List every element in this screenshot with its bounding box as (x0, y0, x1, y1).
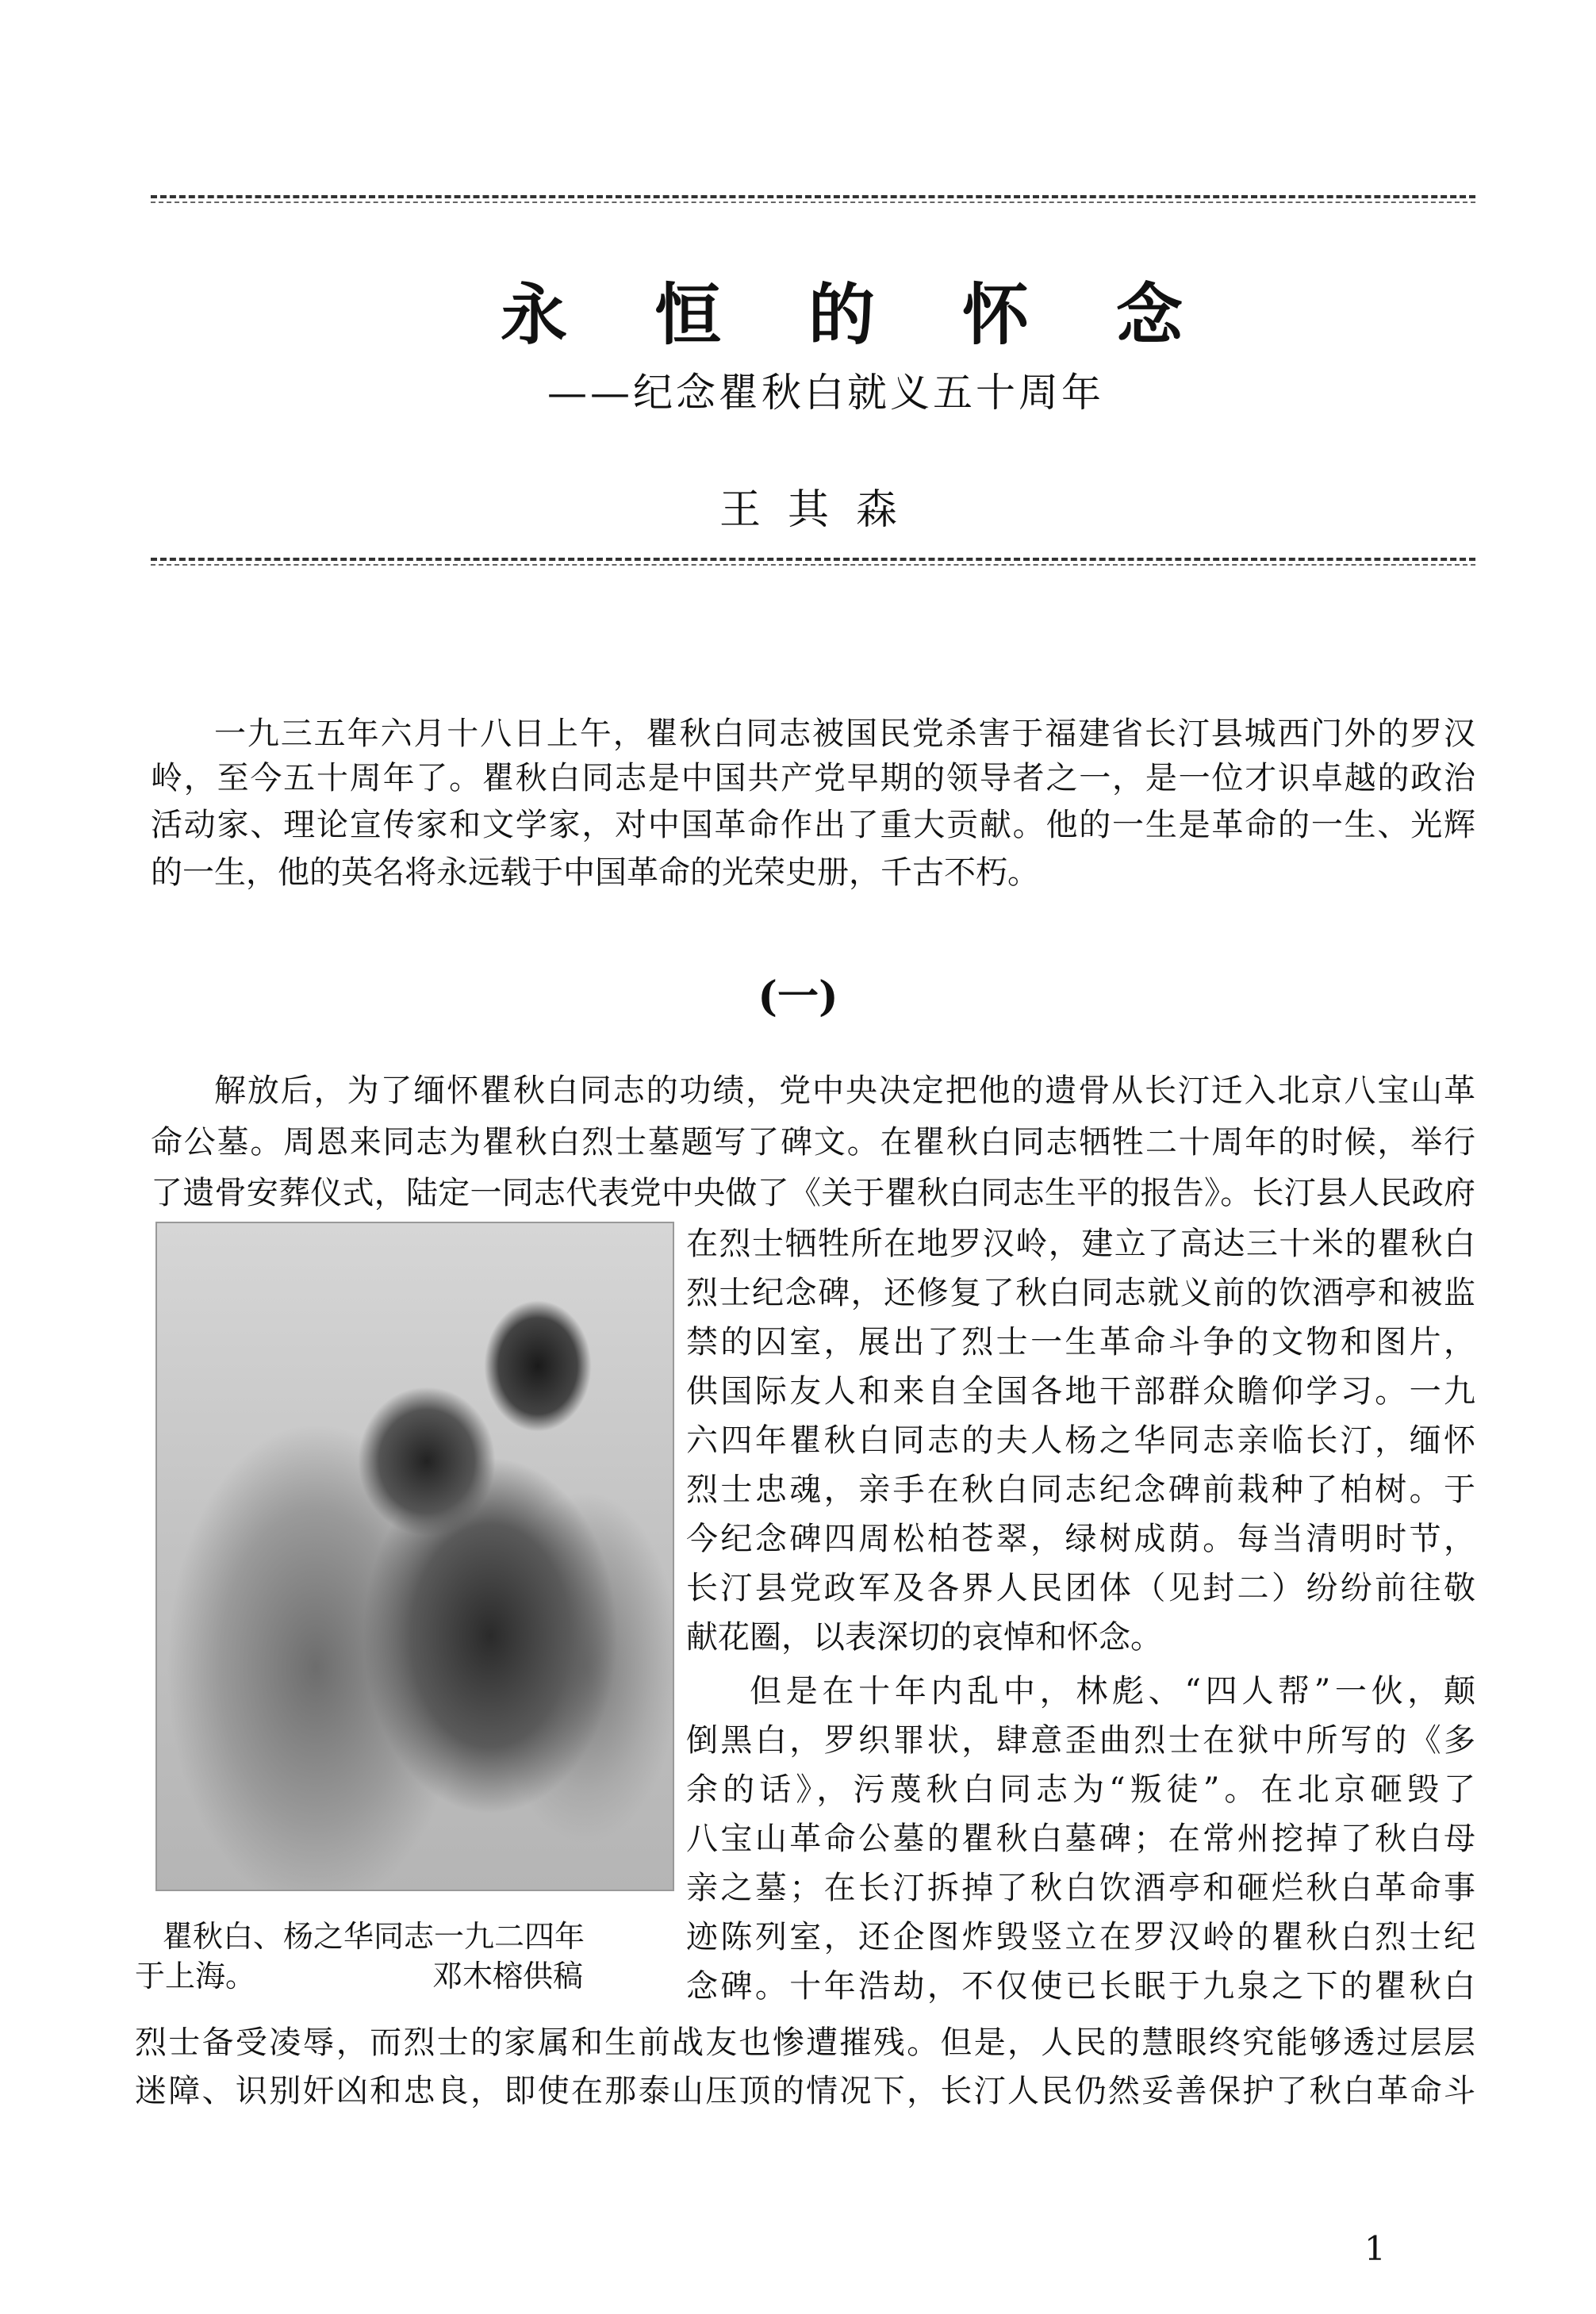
column-line: 献花圈，以表深切的哀悼和怀念。 (686, 1619, 1162, 1656)
column-line: 在烈士牺牲所在地罗汉岭，建立了高达三十米的瞿秋白 (686, 1226, 1475, 1262)
section-line: 命公墓。周恩来同志为瞿秋白烈士墓题写了碑文。在瞿秋白同志牺牲二十周年的时候，举行 (151, 1124, 1475, 1161)
article-title: 永恒的怀念 (500, 275, 1270, 354)
header-bottom-rule (151, 558, 1475, 561)
column-line: 长汀县党政军及各界人民团体（见封二）纷纷前往敬 (686, 1570, 1475, 1606)
intro-line: 的一生，他的英名将永远载于中国革命的光荣史册，千古不朽。 (151, 854, 1039, 891)
intro-line: 活动家、理论宣传家和文学家，对中国革命作出了重大贡献。他的一生是革命的一生、光辉 (151, 807, 1475, 843)
column-line: 六四年瞿秋白同志的夫人杨之华同志亲临长汀，缅怀 (686, 1422, 1475, 1459)
column-line: 迹陈列室，还企图炸毁竖立在罗汉岭的瞿秋白烈士纪 (686, 1919, 1475, 1955)
photo-credit: 邓木榕供稿 (432, 1959, 584, 1994)
column-line: 但是在十年内乱中，林彪、“四人帮”一伙，颠 (750, 1673, 1475, 1710)
column-line: 烈士纪念碑，还修复了秋白同志就义前的饮酒亭和被监 (686, 1275, 1475, 1311)
historical-photo (155, 1222, 674, 1891)
intro-line: 一九三五年六月十八日上午，瞿秋白同志被国民党杀害于福建省长汀县城西门外的罗汉 (214, 716, 1475, 752)
column-line: 八宝山革命公墓的瞿秋白墓碑；在常州挖掉了秋白母 (686, 1821, 1475, 1857)
column-line: 烈士忠魂，亲手在秋白同志纪念碑前栽种了柏树。于 (686, 1472, 1475, 1508)
article-author: 王其森 (719, 486, 924, 534)
column-line: 今纪念碑四周松柏苍翠，绿树成荫。每当清明时节， (686, 1521, 1475, 1557)
column-line: 倒黑白，罗织罪状，肆意歪曲烈士在狱中所写的《多 (686, 1722, 1475, 1759)
top-rule (151, 195, 1475, 198)
page-number: 1 (1364, 2229, 1386, 2268)
section-line: 解放后，为了缅怀瞿秋白同志的功绩，党中央决定把他的遗骨从长汀迁入北京八宝山革 (214, 1073, 1475, 1109)
column-line: 念碑。十年浩劫，不仅使已长眠于九泉之下的瞿秋白 (686, 1968, 1475, 2005)
header-bottom-rule-thin (151, 564, 1475, 566)
intro-line: 岭，至今五十周年了。瞿秋白同志是中国共产党早期的领导者之一，是一位才识卓越的政治 (151, 760, 1475, 796)
column-line: 供国际友人和来自全国各地干部群众瞻仰学习。一九 (686, 1373, 1475, 1410)
photo-caption-location: 于上海。 (135, 1959, 256, 1994)
section-line: 烈士备受凌辱，而烈士的家属和生前战友也惨遭摧残。但是，人民的慧眼终究能够透过层层 (135, 2024, 1475, 2061)
section-heading: (一) (758, 973, 838, 1021)
photo-caption-line1: 瞿秋白、杨之华同志一九二四年 (163, 1919, 585, 1954)
column-line: 禁的囚室，展出了烈士一生革命斗争的文物和图片， (686, 1324, 1475, 1360)
column-line: 亲之墓；在长汀拆掉了秋白饮酒亭和砸烂秋白革命事 (686, 1870, 1475, 1906)
column-line: 余的话》，污蔑秋白同志为“叛徒”。在北京砸毁了 (686, 1771, 1475, 1808)
top-rule-thin (151, 201, 1475, 203)
section-line: 迷障、识别奸凶和忠良，即使在那泰山压顶的情况下，长汀人民仍然妥善保护了秋白革命斗 (135, 2073, 1475, 2109)
section-line: 了遗骨安葬仪式，陆定一同志代表党中央做了《关于瞿秋白同志生平的报告》。长汀县人民政府 (151, 1175, 1475, 1211)
article-subtitle: ——纪念瞿秋白就义五十周年 (547, 370, 1104, 416)
